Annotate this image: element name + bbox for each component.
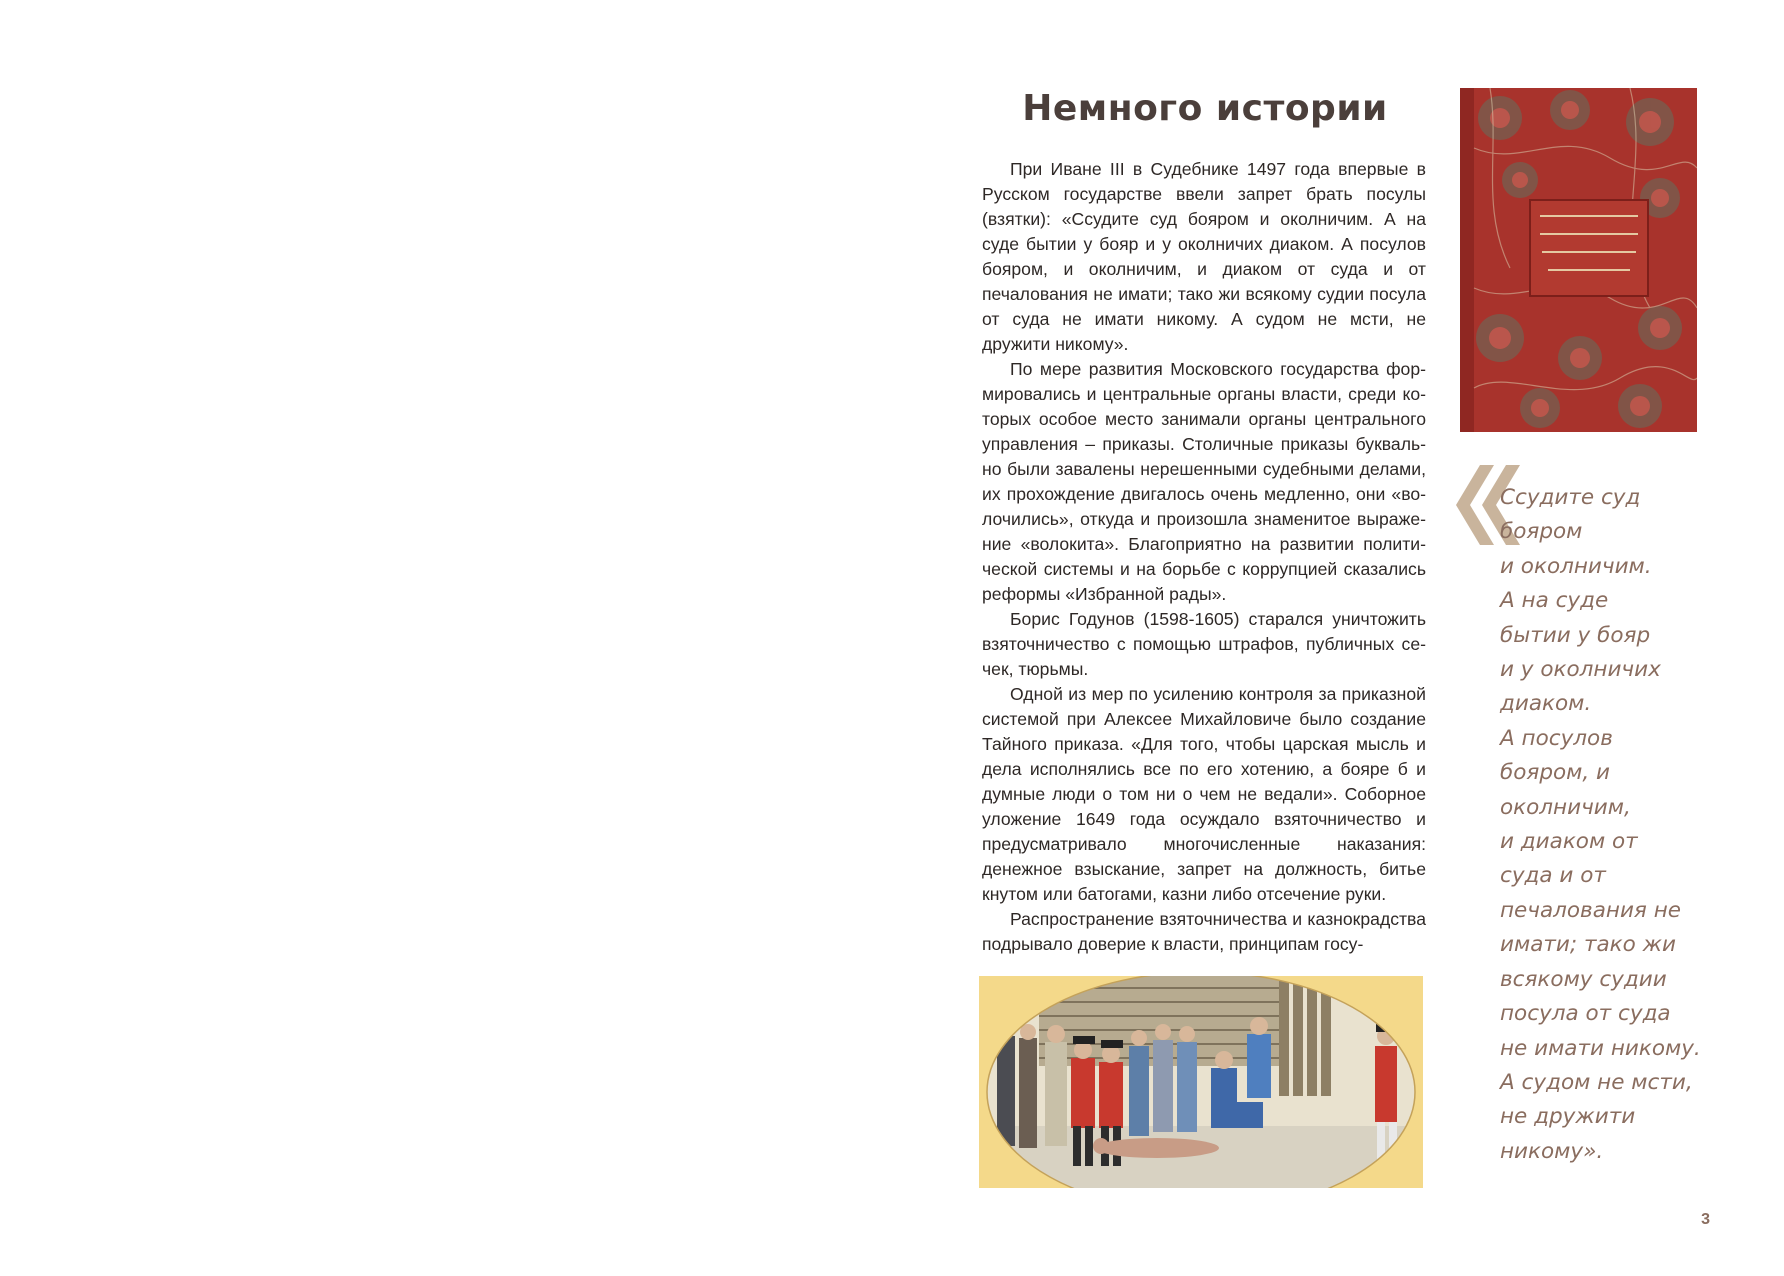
- quote-line: бояром, и: [1500, 760, 1611, 786]
- quote-line: бояром: [1500, 519, 1583, 545]
- quote-line: никому».: [1500, 1138, 1604, 1164]
- quote-line: не имати никому.: [1500, 1035, 1701, 1061]
- quote-line: и околничим.: [1500, 553, 1652, 579]
- quote-line: А судом не мсти,: [1500, 1069, 1693, 1095]
- page-title: Немного истории: [1022, 88, 1388, 129]
- quote-line: А посулов: [1500, 725, 1613, 751]
- quote-line: и диаком от: [1500, 829, 1638, 855]
- quote-line: диаком.: [1500, 691, 1592, 717]
- quote-line: имати; тако жи: [1500, 932, 1676, 958]
- paragraph-embezzlement: Распространение взяточничества и казнокрадства подрывало доверие к власти, принципам госу-: [982, 909, 1426, 954]
- paragraph-sudebnik: При Иване III в Судебнике 1497 года впервые в Русском государстве ввели запрет брать посулы (взятки): «Ссудите суд бояром и околничим. А на суде бытии у бояр и у околничих диаком. А посулов бояром, и околничим, и диаком от суда и от печалования не имати; тако жи всякому судии посула от суда не имати никому. А судом не мсти, не дружити никому».: [982, 159, 1426, 354]
- paragraph-secret-office: Одной из мер по усилению контроля за приказной системой при Алексее Михайловиче было создание Тайного приказа. «Для того, чтобы царская мысль и дела исполнялись все по его хотению, а бояре б и думные люди о том ни о чем не ведали». Соборное уложение 1649 года осуждало взяточничество и предусматривало многочисленные наказания: денежное взыскание, запрет на должность, битье кнутом или батогами, казни либо отсечение руки.: [982, 684, 1426, 904]
- quote-line: посула от суда: [1500, 1001, 1671, 1027]
- flogging-engraving-image: [979, 976, 1423, 1188]
- quote-line: не дружити: [1500, 1104, 1636, 1130]
- body-text-column: [982, 157, 1426, 957]
- quote-line: А на суде: [1500, 588, 1609, 614]
- paragraph-godunov: Борис Годунов (1598-1605) старался уничтожить взяточничество с помощью штрафов, публичных сечек, тюрьмы.: [982, 609, 1426, 679]
- pull-quote: [1500, 481, 1720, 1169]
- quote-line: Ссудите суд: [1500, 485, 1641, 510]
- paragraph-moscow-state: По мере развития Московского государства формировались и центральные органы власти, среди которых особое место занимали органы центрального управления – приказы. Столичные приказы буквально были завалены нерешенными судебными делами, их прохождение двигалось очень медленно, они «волочились», откуда и произошла знаменитое выражение «волокита». Благоприятно на развитии политической системы и на борьбе с коррупцией сказались реформы «Избранной рады».: [982, 359, 1426, 604]
- quote-line: и у околничих: [1500, 657, 1661, 683]
- quote-line: всякому судии: [1500, 966, 1667, 992]
- quote-line: бытии у бояр: [1500, 622, 1651, 648]
- page-number: 3: [1701, 1211, 1710, 1228]
- sudebnik-book-cover-image: [1460, 88, 1697, 432]
- quote-line: суда и от: [1500, 863, 1606, 889]
- quote-line: околничим,: [1500, 794, 1631, 820]
- quote-line: печалования не: [1500, 897, 1681, 923]
